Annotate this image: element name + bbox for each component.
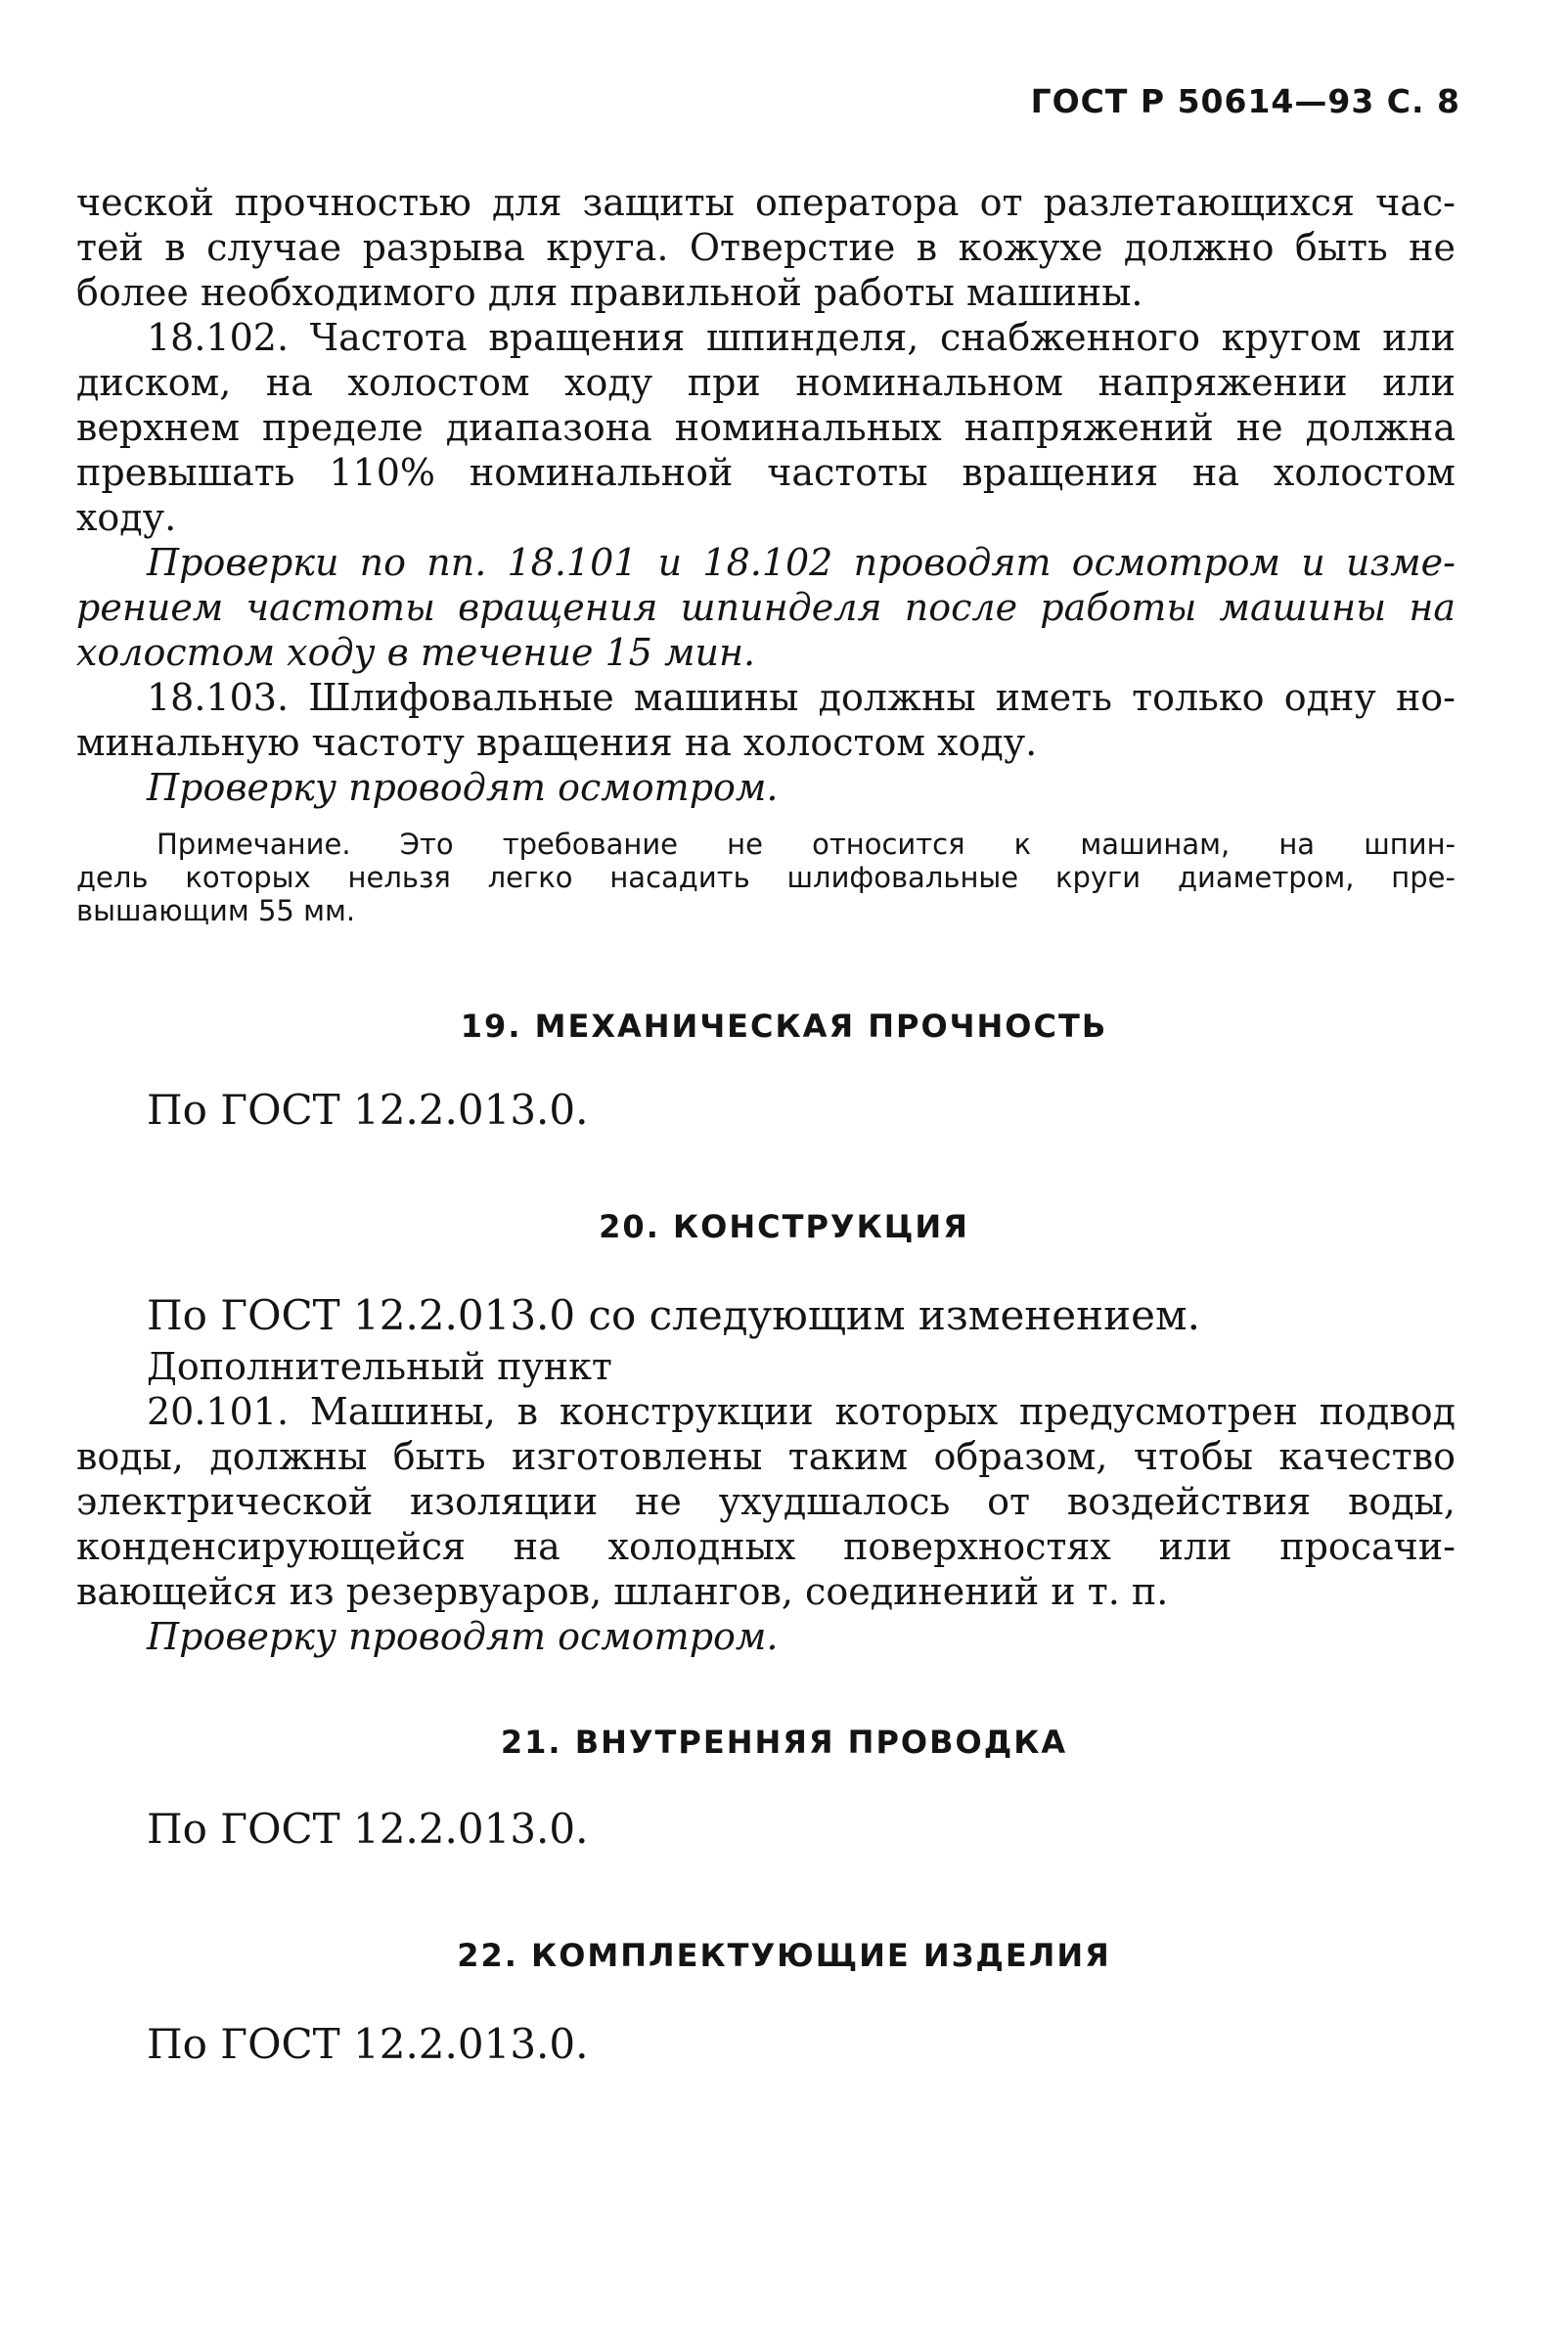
section-20-line: вающейся из резервуаров, шлангов, соединений и т. п. [76, 1570, 1169, 1613]
check-text-line: Проверку проводят осмотром. [147, 1615, 779, 1658]
text-line: тей в случае разрыва круга. Отверстие в кожухе должно быть не [76, 226, 1456, 269]
text-line: ческой прочностью для защиты оператора от разлетающихся час- [76, 181, 1456, 224]
section-20-line: Дополнительный пункт [147, 1345, 612, 1388]
section-21-heading: 21. ВНУТРЕННЯЯ ПРОВОДКА [500, 1724, 1068, 1761]
section-20-line: электрической изоляции не ухудшалось от воздействия воды, [76, 1480, 1456, 1523]
clause-18-102-line: диском, на холостом ходу при номинальном напряжении или [76, 361, 1456, 404]
clause-18-102-line: превышать 110% номинальной частоты вращения на холостом [76, 451, 1456, 494]
page-header: ГОСТ Р 50614—93 С. 8 [1030, 82, 1460, 120]
section-19-text: По ГОСТ 12.2.013.0. [147, 1086, 589, 1134]
section-22-text: По ГОСТ 12.2.013.0. [147, 2020, 589, 2068]
section-21-text: По ГОСТ 12.2.013.0. [147, 1805, 589, 1853]
note-line: дель которых нельзя легко насадить шлифовальные круги диаметром, пре- [76, 861, 1456, 894]
clause-18-102-line: верхнем пределе диапазона номинальных напряжений не должна [76, 406, 1456, 449]
check-text-line: рением частоты вращения шпинделя после работы машины на [76, 586, 1456, 629]
section-20-text: По ГОСТ 12.2.013.0 со следующим изменением. [147, 1291, 1201, 1339]
check-text-line: Проверки по пп. 18.101 и 18.102 проводят осмотром и изме- [147, 541, 1456, 584]
section-20-line: воды, должны быть изготовлены таким образом, чтобы качество [76, 1435, 1456, 1478]
clause-18-103-line: 18.103. Шлифовальные машины должны иметь только одну но- [147, 676, 1456, 719]
check-text-line: холостом ходу в течение 15 мин. [76, 631, 756, 674]
check-text-line: Проверку проводят осмотром. [147, 766, 779, 809]
text-line: более необходимого для правильной работы машины. [76, 271, 1143, 314]
section-19-heading: 19. МЕХАНИЧЕСКАЯ ПРОЧНОСТЬ [460, 1008, 1108, 1045]
note-line: Примечание. Это требование не относится к машинам, на шпин- [157, 828, 1456, 861]
clause-18-102-line: 18.102. Частота вращения шпинделя, снабженного кругом или [147, 316, 1456, 359]
section-20-line: конденсирующейся на холодных поверхностях или просачи- [76, 1525, 1456, 1568]
section-20-heading: 20. КОНСТРУКЦИЯ [599, 1208, 969, 1245]
clause-18-103-line: минальную частоту вращения на холостом ходу. [76, 721, 1038, 764]
clause-18-102-line: ходу. [76, 496, 177, 539]
note-line: вышающим 55 мм. [76, 894, 356, 927]
section-22-heading: 22. КОМПЛЕКТУЮЩИЕ ИЗДЕЛИЯ [457, 1937, 1111, 1974]
section-20-line: 20.101. Машины, в конструкции которых предусмотрен подвод [147, 1390, 1456, 1433]
